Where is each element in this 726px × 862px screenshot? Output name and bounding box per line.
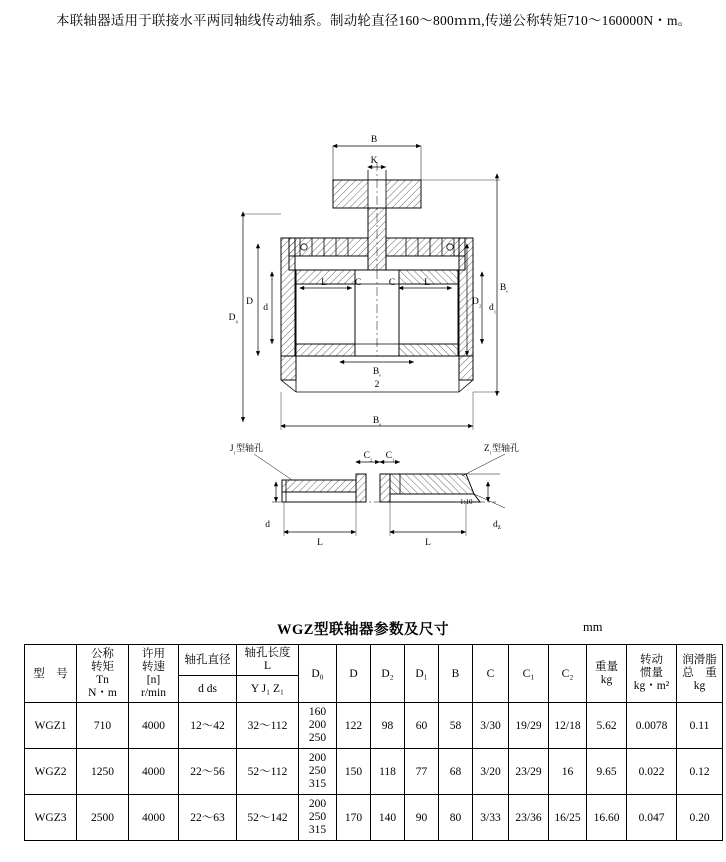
cell-D2: 98 <box>371 703 405 749</box>
cell-D0-l1: 200 <box>308 798 327 810</box>
cell-D0-l2: 200 <box>308 719 327 731</box>
cell-D1: 60 <box>405 703 439 749</box>
cell-D: 122 <box>337 703 371 749</box>
cell-torque: 710 <box>77 703 129 749</box>
th-bore-len-sym: L <box>263 660 272 672</box>
cell-model: WGZ2 <box>25 749 77 795</box>
cell-D0-l2: 250 <box>308 765 327 777</box>
cell-C1: 23/29 <box>509 749 549 795</box>
th-grease-l3: kg <box>693 680 706 692</box>
label-Be-half-top: $B_{_e}$ <box>372 367 382 378</box>
cell-C: 3/33 <box>473 795 509 841</box>
label-Z1-hole: $Z_{_1}$型轴孔 <box>484 443 519 455</box>
th-speed-l4: r/min <box>141 686 166 699</box>
cell-D1: 77 <box>405 749 439 795</box>
th-D1: D₁ <box>405 645 439 703</box>
th-B: B <box>439 645 473 703</box>
th-bore-len-sub: Y J₁ Z₁ <box>237 676 299 703</box>
th-torque-l1: 公称 <box>91 647 114 660</box>
th-inertia-l2: 惯量 <box>640 667 663 679</box>
label-d1: $d_{_1}$ <box>489 303 497 314</box>
cell-torque: 1250 <box>77 749 129 795</box>
cell-C1: 23/36 <box>509 795 549 841</box>
intro-paragraph: 本联轴器适用于联接水平两同轴线传动轴系。制动轮直径160～800ｍｍ,传递公称转矩710～160000N・m。 <box>56 13 692 28</box>
label-C-left: C <box>354 278 362 288</box>
label-Be: $B_{_e}$ <box>499 283 509 294</box>
th-grease <box>677 645 723 703</box>
th-speed <box>129 645 179 703</box>
label-L-left: L <box>321 278 327 288</box>
table-unit-label: mm <box>583 620 603 634</box>
label-L-lower-left: L <box>317 538 323 548</box>
th-torque <box>77 645 129 703</box>
cell-D0-l3: 315 <box>308 778 327 790</box>
cell-weight: 16.60 <box>587 795 627 841</box>
cell-B: 58 <box>439 703 473 749</box>
th-D0: D₀ <box>299 645 337 703</box>
cell-bore-len: 52～112 <box>237 749 299 795</box>
cell-D0-l1: 200 <box>308 752 327 764</box>
label-C-right: C <box>388 278 396 288</box>
th-bore-len <box>237 645 299 676</box>
th-inertia-l1: 转动 <box>640 654 663 666</box>
cell-grease: 0.11 <box>677 703 723 749</box>
cell-B: 80 <box>439 795 473 841</box>
th-D2: D₂ <box>371 645 405 703</box>
cell-D0 <box>299 749 337 795</box>
th-torque-l3: Tn <box>96 673 109 686</box>
label-D0: $D_{_0}$ <box>228 313 238 324</box>
label-D: D <box>246 297 253 307</box>
label-L-right: L <box>424 278 430 288</box>
th-C2: C₂ <box>549 645 587 703</box>
cell-D2: 118 <box>371 749 405 795</box>
table-row <box>25 795 723 841</box>
cell-speed: 4000 <box>129 795 179 841</box>
th-inertia <box>627 645 677 703</box>
th-weight-l2: kg <box>600 673 613 686</box>
table-row <box>25 703 723 749</box>
cell-B: 68 <box>439 749 473 795</box>
cell-grease: 0.12 <box>677 749 723 795</box>
label-B: B <box>370 135 378 145</box>
cell-D0-l1: 160 <box>308 706 327 718</box>
cell-C: 3/30 <box>473 703 509 749</box>
label-K: K <box>370 156 378 166</box>
cell-speed: 4000 <box>129 703 179 749</box>
th-grease-l1: 润滑脂 <box>682 654 717 666</box>
label-d-lower: d <box>265 520 270 530</box>
cell-model: WGZ1 <box>25 703 77 749</box>
label-Be-half-bottom: 2 <box>374 380 380 390</box>
th-model: 型 号 <box>25 645 77 703</box>
cell-bore-dia: 22～56 <box>179 749 237 795</box>
cell-bore-len: 32～112 <box>237 703 299 749</box>
table-caption: WGZ型联轴器参数及尺寸 <box>277 622 449 638</box>
label-B0: $B_{_e}$ <box>372 416 382 427</box>
cell-D1: 90 <box>405 795 439 841</box>
cell-D0-l3: 250 <box>308 732 327 744</box>
coupling-technical-drawing <box>0 62 726 607</box>
label-dz-lower: $d_z$ <box>493 520 501 531</box>
th-speed-l3: [n] <box>146 673 161 686</box>
cell-grease: 0.20 <box>677 795 723 841</box>
th-weight <box>587 645 627 703</box>
th-torque-l4: N・m <box>88 686 117 699</box>
cell-weight: 9.65 <box>587 749 627 795</box>
label-L-lower-right: L <box>425 538 431 548</box>
cell-D0-l2: 250 <box>308 811 327 823</box>
cell-model: WGZ3 <box>25 795 77 841</box>
cell-D: 150 <box>337 749 371 795</box>
label-taper: 1:10 <box>460 498 473 506</box>
cell-torque: 2500 <box>77 795 129 841</box>
th-speed-l2: 转速 <box>142 660 165 673</box>
cell-inertia: 0.0078 <box>627 703 677 749</box>
cell-weight: 5.62 <box>587 703 627 749</box>
cell-C2: 12/18 <box>549 703 587 749</box>
th-grease-l2: 总 重 <box>682 667 717 679</box>
cell-bore-dia: 12～42 <box>179 703 237 749</box>
cell-bore-len: 52～142 <box>237 795 299 841</box>
th-D: D <box>337 645 371 703</box>
th-torque-l2: 转矩 <box>91 660 114 673</box>
th-weight-l1: 重量 <box>595 660 618 673</box>
cell-C2: 16/25 <box>549 795 587 841</box>
label-d: d <box>263 303 268 313</box>
cell-D0 <box>299 795 337 841</box>
table-row <box>25 749 723 795</box>
th-C: C <box>473 645 509 703</box>
cell-C1: 19/29 <box>509 703 549 749</box>
th-speed-l1: 许用 <box>142 647 165 660</box>
label-C2: $C_{_2}$ <box>363 451 373 462</box>
cell-C2: 16 <box>549 749 587 795</box>
cell-D0-l3: 315 <box>308 824 327 836</box>
cell-D: 170 <box>337 795 371 841</box>
th-bore-len-label: 轴孔长度 <box>244 647 291 659</box>
cell-D2: 140 <box>371 795 405 841</box>
th-bore-dia: 轴孔直径 <box>179 645 237 676</box>
th-inertia-l3: kg・m² <box>633 680 670 692</box>
th-bore-dia-sub: d ds <box>179 676 237 703</box>
label-J1-hole: $J_{_1}$型轴孔 <box>230 443 263 455</box>
parameters-table <box>24 644 723 841</box>
cell-bore-dia: 22～63 <box>179 795 237 841</box>
th-C1: C₁ <box>509 645 549 703</box>
label-C1: $C_{_1}$ <box>385 451 395 462</box>
cell-D0 <box>299 703 337 749</box>
cell-inertia: 0.047 <box>627 795 677 841</box>
cell-inertia: 0.022 <box>627 749 677 795</box>
cell-speed: 4000 <box>129 749 179 795</box>
cell-C: 3/20 <box>473 749 509 795</box>
label-D2: $D_{_2}$ <box>472 297 482 308</box>
